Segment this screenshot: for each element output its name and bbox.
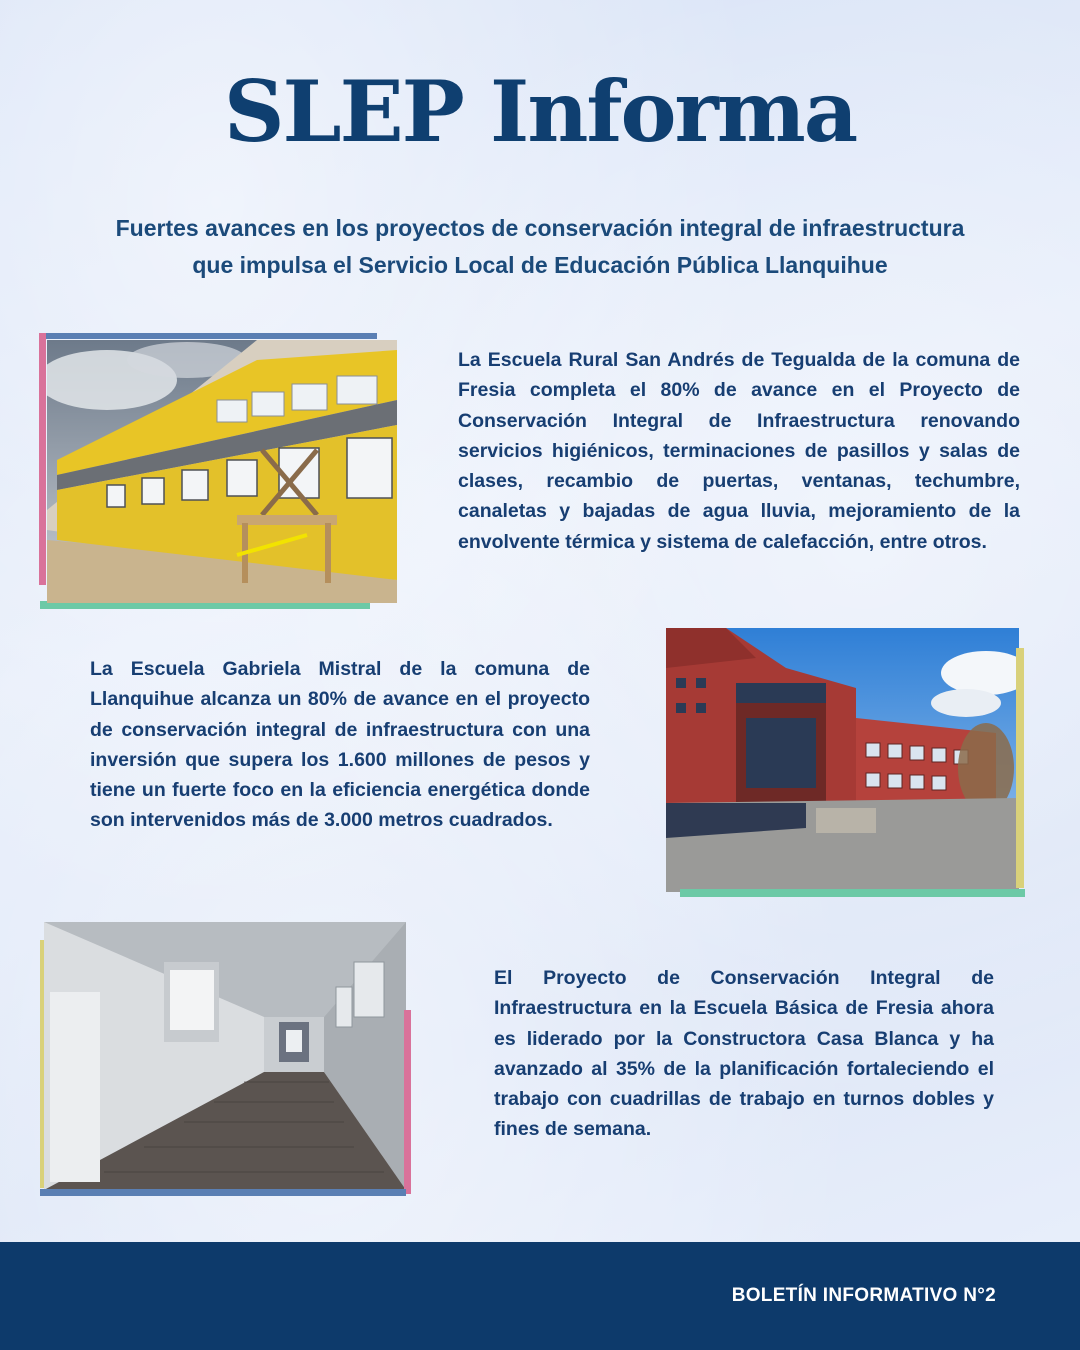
section-text-tegualda: La Escuela Rural San Andrés de Tegualda de la comuna de Fresia completa el 80% de avance en el Proyecto de Conservación Integral de Infraestructura renovando servicios higiénicos, terminaciones de pasillos y salas de clases, recambio de puertas, ventanas, techumbre, canaletas y bajadas de agua lluvia, mejoramiento de la envolvente térmica y sistema de calefacción, entre otros. (458, 349, 1020, 553)
section-text-gabriela-mistral: La Escuela Gabriela Mistral de la comuna de Llanquihue alcanza un 80% de avance en el proyecto de conservación integral de infraestructura con una inversión que supera los 1.600 millones de pesos y tiene un fuerte foco en la eficiencia energética donde son intervenidos más de 3.000 metros cuadrados. (90, 658, 590, 832)
page-title: SLEP Informa (223, 62, 857, 161)
section-text-fresia: El Proyecto de Conservación Integral de Infraestructura en la Escuela Básica de Fresia ahora es liderado por la Constructora Casa Blanca y ha avanzado al 35% de la planificación fortaleciendo el trabajo con cuadrillas de trabajo en turnos dobles y fines de semana. (494, 967, 994, 1141)
page-subtitle (60, 210, 1020, 284)
school-photo-gabriela-mistral (666, 628, 1019, 892)
accent-bar-blue (44, 333, 377, 339)
school-photo-tegualda (47, 340, 397, 603)
subtitle-line-1: Fuertes avances en los proyectos de conservación integral de infraestructura (115, 215, 965, 241)
accent-bar-blue (40, 1189, 406, 1196)
accent-bar-yellow (1016, 648, 1024, 888)
subtitle-line-2: que impulsa el Servicio Local de Educación Pública Llanquihue (192, 252, 888, 278)
footer-bar (0, 1242, 1080, 1350)
accent-bar-pink (39, 333, 46, 585)
accent-bar-green (680, 889, 1025, 897)
accent-bar-pink (404, 1010, 411, 1194)
footer-label: BOLETÍN INFORMATIVO N°2 (731, 1285, 996, 1306)
school-photo-fresia-hallway (44, 922, 406, 1190)
